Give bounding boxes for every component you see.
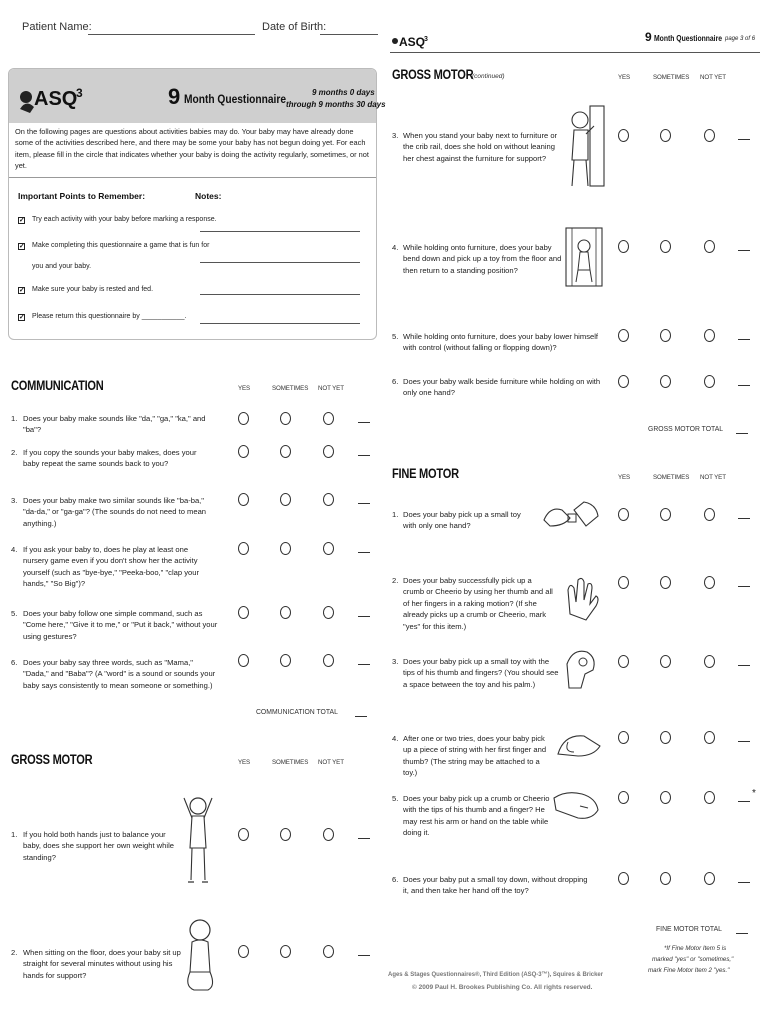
score-line xyxy=(738,882,750,883)
col-yes: YES xyxy=(238,759,251,766)
notes-line[interactable] xyxy=(200,231,360,232)
score-line xyxy=(358,455,370,456)
radio-sometimes[interactable] xyxy=(660,791,671,804)
age-range-line1: 9 months 0 days xyxy=(312,88,375,97)
notes-line[interactable] xyxy=(200,262,360,263)
radio-yes[interactable] xyxy=(618,791,629,804)
radio-yes[interactable] xyxy=(238,493,249,506)
radio-not-yet[interactable] xyxy=(704,240,715,253)
patient-name-label: Patient Name: xyxy=(22,21,92,33)
score-line xyxy=(738,385,750,386)
pincer-grasp-illustration xyxy=(563,644,599,695)
fine-motor-total-line[interactable] xyxy=(736,933,748,934)
communication-title: COMMUNICATION xyxy=(11,378,104,393)
radio-yes[interactable] xyxy=(238,828,249,841)
item-text: Does your baby say three words, such as "Mama," "Dada," and "Baba"? (A "word" is a sound or sounds your baby says consistently to mean someone or something.) xyxy=(23,658,216,690)
asq-logo-small xyxy=(390,32,430,50)
communication-total-line[interactable] xyxy=(355,716,367,717)
item-text: Does your baby walk beside furniture while holding on with only one hand? xyxy=(403,377,601,398)
important-points-title: Important Points to Remember: xyxy=(18,191,146,201)
col-sometimes: SOMETIMES xyxy=(272,759,309,766)
score-line xyxy=(358,503,370,504)
score-line xyxy=(738,518,750,519)
radio-not-yet[interactable] xyxy=(323,654,334,667)
radio-not-yet[interactable] xyxy=(323,606,334,619)
item-number: 2. xyxy=(11,948,18,957)
radio-not-yet[interactable] xyxy=(704,508,715,521)
radio-not-yet[interactable] xyxy=(704,329,715,342)
item-number: 1. xyxy=(392,510,399,519)
item-text: Does your baby pick up a small toy with the tips of his thumb and fingers? (You should see a space between the toy and his palm.) xyxy=(403,657,559,689)
checkbox-icon: ✓ xyxy=(19,314,25,321)
score-line xyxy=(738,586,750,587)
fine-motor-title: FINE MOTOR xyxy=(392,466,459,481)
dob-field[interactable] xyxy=(320,34,378,35)
item-number: 3. xyxy=(392,657,399,666)
score-line xyxy=(358,664,370,665)
radio-sometimes[interactable] xyxy=(660,240,671,253)
col-not-yet: NOT YET xyxy=(318,385,344,392)
gross-motor-continued-title: GROSS MOTOR xyxy=(392,67,474,82)
radio-not-yet[interactable] xyxy=(704,791,715,804)
radio-sometimes[interactable] xyxy=(280,945,291,958)
radio-sometimes[interactable] xyxy=(660,375,671,388)
score-line xyxy=(738,801,750,802)
radio-not-yet[interactable] xyxy=(323,945,334,958)
col-sometimes: SOMETIMES xyxy=(653,74,690,81)
radio-sometimes[interactable] xyxy=(280,606,291,619)
radio-yes[interactable] xyxy=(618,576,629,589)
radio-yes[interactable] xyxy=(618,508,629,521)
footnote-line3: mark Fine Motor Item 2 "yes." xyxy=(648,967,730,974)
item-text: Does your baby make sounds like "da," "ga," "ka," and "ba"? xyxy=(23,414,206,435)
item-number: 5. xyxy=(392,332,399,341)
radio-not-yet[interactable] xyxy=(323,828,334,841)
checkbox-icon: ✓ xyxy=(19,243,25,250)
communication-total-label: COMMUNICATION TOTAL xyxy=(256,707,338,716)
score-line xyxy=(358,552,370,553)
item-text: Does your baby make two similar sounds like "ba-ba," "da-da," or "ga-ga"? (The sounds do not need to mean anything.) xyxy=(23,496,207,528)
right-title-number: 9 xyxy=(645,30,652,44)
item-number: 5. xyxy=(11,609,18,618)
col-not-yet: NOT YET xyxy=(318,759,344,766)
radio-sometimes[interactable] xyxy=(280,493,291,506)
footnote-line2: marked "yes" or "sometimes," xyxy=(652,956,734,963)
radio-not-yet[interactable] xyxy=(704,129,715,142)
point-2-line2: you and your baby. xyxy=(32,263,92,270)
item-text: While holding onto furniture, does your baby lower himself with control (without falling or flopping down)? xyxy=(403,332,599,353)
svg-text:ASQ: ASQ xyxy=(34,88,78,110)
item-number: 6. xyxy=(11,658,18,667)
patient-name-field[interactable] xyxy=(88,34,255,35)
continued-label: (continued) xyxy=(472,73,505,80)
item-text: When sitting on the floor, does your baby sit up straight for several minutes without using his hands for support? xyxy=(23,948,181,980)
item-text: Does your baby follow one simple command, such as "Come here," "Give it to me," or "Put it back," without your using gestures? xyxy=(23,609,218,641)
item-text: After one or two tries, does your baby pick up a piece of string with her first finger and thumb? (The string may be attached to a toy.) xyxy=(403,734,547,778)
score-line xyxy=(738,741,750,742)
fine-motor-total-label: FINE MOTOR TOTAL xyxy=(656,924,722,933)
item-number: 6. xyxy=(392,875,399,884)
score-line xyxy=(738,139,750,140)
point-2-line1: Make completing this questionnaire a game that is fun for xyxy=(32,242,210,249)
radio-yes[interactable] xyxy=(618,731,629,744)
radio-not-yet[interactable] xyxy=(323,412,334,425)
radio-sometimes[interactable] xyxy=(660,655,671,668)
radio-sometimes[interactable] xyxy=(660,129,671,142)
score-line xyxy=(358,422,370,423)
hand-toy-illustration xyxy=(540,496,604,537)
item-number: 6. xyxy=(392,377,399,386)
score-line xyxy=(738,250,750,251)
notes-line[interactable] xyxy=(200,323,360,324)
point-3-line1: Make sure your baby is rested and fed. xyxy=(32,286,154,293)
notes-line[interactable] xyxy=(200,294,360,295)
hand-crumb-illustration xyxy=(552,784,602,829)
radio-yes[interactable] xyxy=(238,445,249,458)
score-line xyxy=(358,838,370,839)
gross-motor-total-label: GROSS MOTOR TOTAL xyxy=(648,424,724,433)
item-number: 5. xyxy=(392,794,399,803)
item-number: 2. xyxy=(11,448,18,457)
radio-sometimes[interactable] xyxy=(280,445,291,458)
radio-sometimes[interactable] xyxy=(660,731,671,744)
copyright-line2: © 2009 Paul H. Brookes Publishing Co. All rights reserved. xyxy=(412,984,593,991)
radio-not-yet[interactable] xyxy=(323,445,334,458)
radio-not-yet[interactable] xyxy=(704,731,715,744)
radio-yes[interactable] xyxy=(618,129,629,142)
baby-at-furniture-illustration xyxy=(560,102,608,195)
radio-sometimes[interactable] xyxy=(660,508,671,521)
point-1-line1: Try each activity with your baby before marking a response. xyxy=(32,216,217,223)
item-text: Does your baby pick up a crumb or Cheerio with the tips of his thumb and a finger? He may rest his arm or hand on the table while doing it. xyxy=(403,794,550,838)
radio-sometimes[interactable] xyxy=(280,542,291,555)
checkbox-icon: ✓ xyxy=(19,217,25,224)
col-sometimes: SOMETIMES xyxy=(653,474,690,481)
radio-sometimes[interactable] xyxy=(660,329,671,342)
radio-yes[interactable] xyxy=(618,375,629,388)
radio-sometimes[interactable] xyxy=(280,828,291,841)
intro-title: Month Questionnaire xyxy=(184,92,286,106)
asterisk-mark: * xyxy=(752,788,756,799)
point-4-line1: Please return this questionnaire by ___________. xyxy=(32,313,187,320)
intro-paragraph: On the following pages are questions about activities babies may do. Your baby may have already done some of the activities described here, and there may be some your baby has not begun doing yet. For each item, please fill in the circle that indicates whether your baby is doing the activity regularly, sometimes, or not yet. xyxy=(15,127,369,171)
score-line xyxy=(738,665,750,666)
baby-standing-illustration xyxy=(180,788,216,893)
score-line xyxy=(738,339,750,340)
radio-not-yet[interactable] xyxy=(704,375,715,388)
radio-yes[interactable] xyxy=(238,412,249,425)
item-number: 3. xyxy=(11,496,18,505)
item-text: When you stand your baby next to furniture or the crib rail, does she hold on without leaning her chest against the furniture for support? xyxy=(403,131,558,163)
right-title: Month Questionnaire xyxy=(654,34,722,43)
radio-yes[interactable] xyxy=(618,240,629,253)
svg-text:ASQ: ASQ xyxy=(399,35,426,49)
radio-sometimes[interactable] xyxy=(660,872,671,885)
item-text: While holding onto furniture, does your baby bend down and pick up a toy from the floor and then return to a standing position? xyxy=(403,243,562,275)
radio-yes[interactable] xyxy=(238,945,249,958)
item-number: 1. xyxy=(11,830,18,839)
score-line xyxy=(358,955,370,956)
intro-divider xyxy=(9,177,376,178)
item-number: 4. xyxy=(392,734,399,743)
radio-yes[interactable] xyxy=(238,654,249,667)
radio-not-yet[interactable] xyxy=(704,655,715,668)
col-yes: YES xyxy=(238,385,251,392)
radio-yes[interactable] xyxy=(238,606,249,619)
string-grasp-illustration xyxy=(554,728,604,765)
raking-hand-illustration xyxy=(562,574,602,629)
col-sometimes: SOMETIMES xyxy=(272,385,309,392)
radio-yes[interactable] xyxy=(618,329,629,342)
copyright-line1: Ages & Stages Questionnaires®, Third Edition (ASQ-3™), Squires & Bricker xyxy=(388,971,604,978)
asq-logo-main xyxy=(16,79,86,117)
radio-sometimes[interactable] xyxy=(280,654,291,667)
age-range-line2: through 9 months 30 days xyxy=(286,100,386,109)
intro-title-number: 9 xyxy=(168,84,181,109)
item-text: Does your baby put a small toy down, without dropping it, and then take her hand off the toy? xyxy=(403,875,588,896)
item-text: If you copy the sounds your baby makes, does your baby repeat the same sounds back to you? xyxy=(23,448,197,469)
radio-sometimes[interactable] xyxy=(660,576,671,589)
item-number: 4. xyxy=(392,243,399,252)
item-text: If you hold both hands just to balance your baby, does she support her own weight while standing? xyxy=(23,830,174,862)
baby-bending-illustration xyxy=(564,226,604,293)
gross-motor-total-line[interactable] xyxy=(736,433,748,434)
item-number: 3. xyxy=(392,131,399,140)
col-not-yet: NOT YET xyxy=(700,474,726,481)
item-text: Does your baby successfully pick up a crumb or Cheerio by using her thumb and all of her fingers in a raking motion? (If she already picks up a crumb or Cheerio, mark "yes" for this item.) xyxy=(403,576,553,631)
radio-not-yet[interactable] xyxy=(323,493,334,506)
item-number: 2. xyxy=(392,576,399,585)
radio-yes[interactable] xyxy=(618,872,629,885)
radio-not-yet[interactable] xyxy=(704,872,715,885)
baby-sitting-illustration xyxy=(180,916,220,1001)
item-text: If you ask your baby to, does he play at least one nursery game even if you don't show her the activity yourself (such as "bye-bye," "Peeka-boo," "clap your hands," "So Big")? xyxy=(23,545,199,589)
radio-yes[interactable] xyxy=(618,655,629,668)
col-not-yet: NOT YET xyxy=(700,74,726,81)
dob-label: Date of Birth: xyxy=(262,21,327,33)
item-number: 1. xyxy=(11,414,18,423)
radio-yes[interactable] xyxy=(238,542,249,555)
score-line xyxy=(358,616,370,617)
gross-motor-title: GROSS MOTOR xyxy=(11,752,93,767)
svg-text:3: 3 xyxy=(424,36,428,43)
footnote-line1: *If Fine Motor Item 5 is xyxy=(664,945,727,952)
checkbox-icon: ✓ xyxy=(19,287,25,294)
col-yes: YES xyxy=(618,74,631,81)
item-number: 4. xyxy=(11,545,18,554)
radio-not-yet[interactable] xyxy=(704,576,715,589)
svg-text:3: 3 xyxy=(76,86,83,100)
radio-not-yet[interactable] xyxy=(323,542,334,555)
col-yes: YES xyxy=(618,474,631,481)
right-header-rule xyxy=(390,52,760,53)
page-number: page 3 of 6 xyxy=(725,36,756,42)
notes-title: Notes: xyxy=(195,191,222,201)
radio-sometimes[interactable] xyxy=(280,412,291,425)
item-text: Does your baby pick up a small toy with only one hand? xyxy=(403,510,521,531)
